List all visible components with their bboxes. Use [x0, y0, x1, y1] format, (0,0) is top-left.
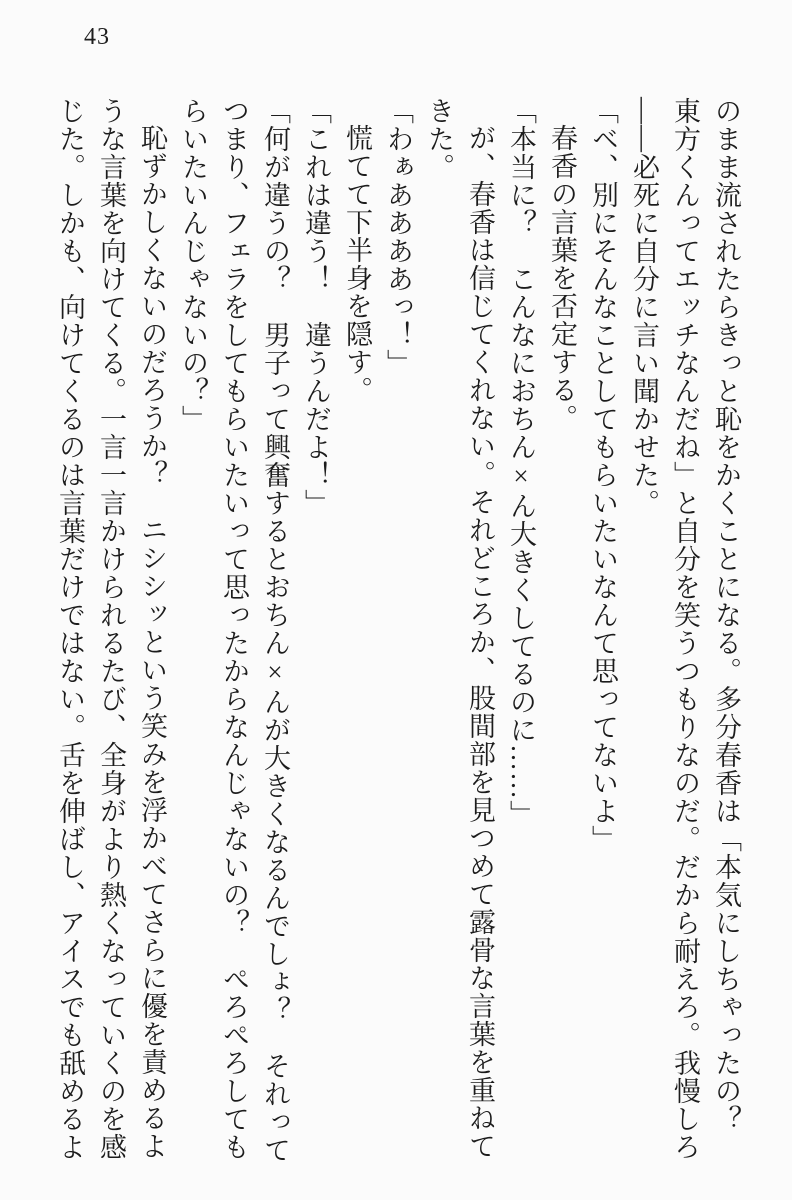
text-line: きた。	[424, 97, 454, 181]
text-line: 「本当に？ こんなにおちん×ん大きくしてるのに……」	[506, 97, 536, 828]
text-line: 「これは違う！ 違うんだよ！」	[301, 97, 331, 517]
text-line: 「わぁああああっ！」	[383, 97, 413, 377]
text-line: 「ベ、別にそんなことしてもらいたいなんて思ってないよ」	[588, 97, 618, 853]
text-line: 「何が違うの？ 男子って興奮するとおちん×んが大きくなるんでしょ？ それって	[260, 97, 290, 1164]
text-line: うな言葉を向けてくる。一言一言かけられるたび、全身がより熱くなっていくのを感	[96, 97, 126, 1161]
text-line: らいたいんじゃないの？」	[178, 97, 208, 433]
text-line: 恥ずかしくないのだろうか？ ニシシッという笑みを浮かべてさらに優を責めるよ	[137, 124, 167, 1160]
text-line: 春香の言葉を否定する。	[547, 124, 577, 432]
text-line: じた。しかも、向けてくるのは言葉だけではない。舌を伸ばし、アイスでも舐めるよ	[55, 97, 85, 1161]
text-line: が、春香は信じてくれない。それどころか、股間部を見つめて露骨な言葉を重ねて	[465, 124, 495, 1160]
page-number: 43	[84, 24, 110, 50]
text-line: 東方くんってエッチなんだね」と自分を笑うつもりなのだ。だから耐えろ。我慢しろ	[670, 97, 700, 1161]
vertical-text-block	[49, 97, 746, 1164]
text-line: つまり、フェラをしてもらいたいって思ったからなんじゃないの？ ぺろぺろしても	[219, 97, 249, 1161]
text-line: 慌てて下半身を隠す。	[342, 124, 372, 404]
text-line: ――必死に自分に言い聞かせた。	[629, 97, 659, 517]
text-line: のまま流されたらきっと恥をかくことになる。多分春香は「本気にしちゃったの？	[711, 97, 741, 1133]
